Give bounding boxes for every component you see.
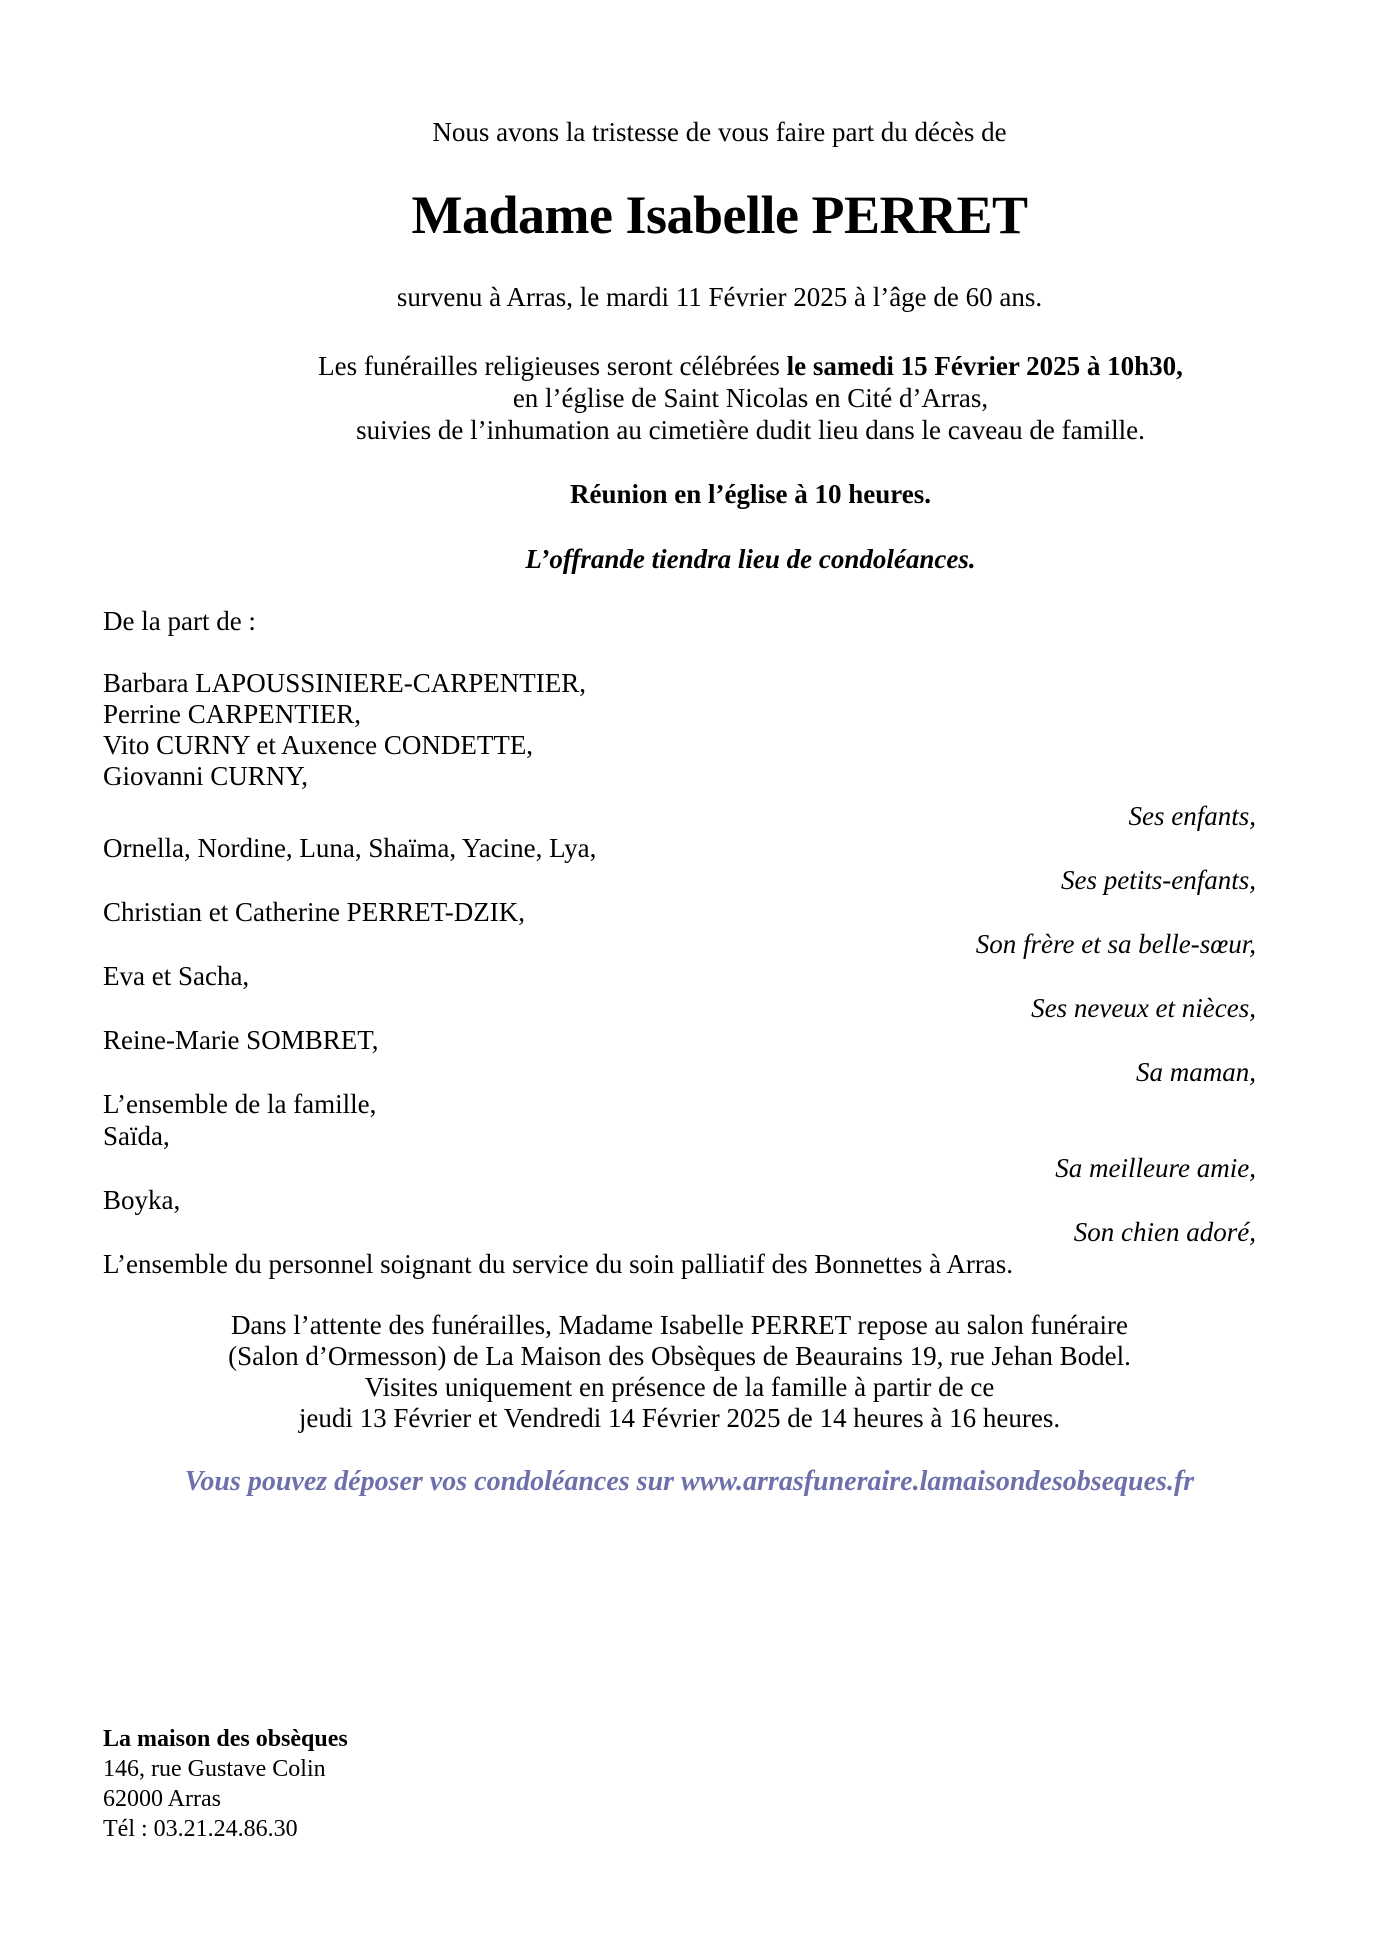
offering-block [174,543,1327,575]
meeting-block [174,478,1327,510]
resting-info-block [103,1310,1256,1434]
announcer-name: L’ensemble du personnel soignant du service du soin palliatif des Bonnettes à Arras. [103,1249,1014,1279]
funeral-home-footer [103,1724,1256,1844]
relation-label: Son chien adoré, [1073,1217,1256,1247]
footer-company-name: La maison des obsèques [103,1726,348,1752]
funeral-celebration-line [174,350,1327,382]
condolences-link-line: Vous pouvez déposer vos condoléances sur www.arrasfuneraire.lamaisondesobseques.fr [184,1466,1195,1497]
intro-block [143,116,1296,148]
from-block [103,605,1256,637]
death-date-line: survenu à Arras, le mardi 11 Février 2025 à l’âge de 60 ans. [396,282,1043,312]
announcer-name: Ornella, Nordine, Luna, Shaïma, Yacine, Lya, [103,833,597,863]
footer-address-street: 146, rue Gustave Colin [103,1756,326,1782]
announcer-name: Perrine CARPENTIER, [103,699,361,729]
announcer-name: Christian et Catherine PERRET-DZIK, [103,897,525,927]
from-label: De la part de : [103,606,256,636]
resting-info-line: Visites uniquement en présence de la famille à partir de ce [364,1372,995,1402]
relation-label: Ses petits-enfants, [1061,865,1256,895]
relation-label: Sa maman, [1136,1057,1256,1087]
funeral-burial-line: suivies de l’inhumation au cimetière dudit lieu dans le caveau de famille. [356,415,1145,445]
announcer-name: Vito CURNY et Auxence CONDETTE, [103,730,534,760]
offering-line: L’offrande tiendra lieu de condoléances. [525,544,976,574]
resting-info-line: (Salon d’Ormesson) de La Maison des Obsèques de Beaurains 19, rue Jehan Bodel. [228,1341,1131,1371]
relation-label: Sa meilleure amie, [1055,1153,1256,1183]
funeral-church-line: en l’église de Saint Nicolas en Cité d’Arras, [512,383,989,413]
announcer-name: Eva et Sacha, [103,961,250,991]
announcer-name: Reine-Marie SOMBRET, [103,1025,379,1055]
obituary-content [103,116,1256,1844]
relation-label: Ses enfants, [1128,801,1256,831]
relation-label: Son frère et sa belle-sœur, [975,929,1256,959]
announcer-name: Boyka, [103,1185,181,1215]
announcer-name: L’ensemble de la famille, [103,1089,377,1119]
footer-phone: Tél : 03.21.24.86.30 [103,1816,298,1842]
announcer-name: Barbara LAPOUSSINIERE-CARPENTIER, [103,668,586,698]
footer-address-city: 62000 Arras [103,1786,221,1812]
announcer-name: Giovanni CURNY, [103,761,309,791]
relations-block [103,800,1256,1280]
deceased-name: Madame Isabelle PERRET [411,185,1028,245]
announcers-block [103,668,1256,792]
funeral-celebration-prefix: Les funérailles religieuses seront célébrées [318,351,787,381]
death-block [143,281,1296,313]
funeral-datetime: le samedi 15 Février 2025 à 10h30, [786,351,1183,381]
announcer-name: Saïda, [103,1121,170,1151]
meeting-line: Réunion en l’église à 10 heures. [569,479,931,509]
intro-line: Nous avons la tristesse de vous faire part du décès de [432,117,1007,147]
funeral-details-block [174,350,1327,446]
resting-info-line: Dans l’attente des funérailles, Madame Isabelle PERRET repose au salon funéraire [231,1310,1128,1340]
relation-label: Ses neveux et nièces, [1031,993,1256,1023]
resting-info-line: jeudi 13 Février et Vendredi 14 Février 2025 de 14 heures à 16 heures. [298,1403,1061,1433]
